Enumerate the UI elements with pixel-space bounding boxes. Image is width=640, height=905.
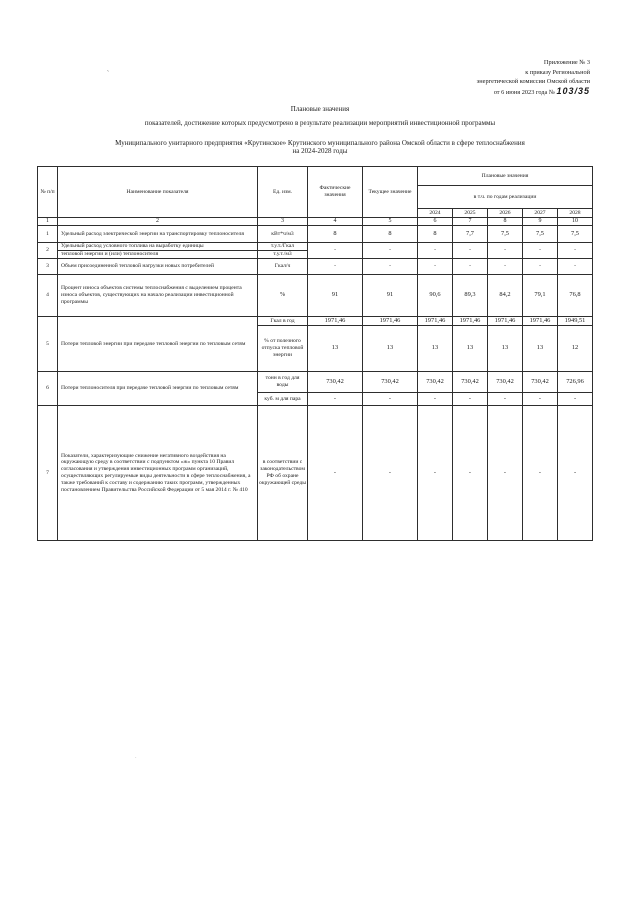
row-value: 13 — [523, 326, 558, 372]
header-year: 2028 — [558, 209, 593, 218]
row-value: 90,6 — [418, 275, 453, 317]
table-row — [38, 317, 593, 326]
row-value: - — [488, 406, 523, 541]
row-actual: - — [308, 393, 363, 406]
header-num: № п/п — [38, 167, 58, 218]
row-value: - — [523, 406, 558, 541]
row-value: - — [523, 393, 558, 406]
document-period: на 2024-2028 годы — [292, 147, 348, 155]
row-value: - — [453, 243, 488, 259]
row-value: - — [418, 393, 453, 406]
document-heading — [40, 104, 600, 155]
header-actual: Фактические значения — [308, 167, 363, 218]
row-name: Потери тепловой энергии при передаче тепловой энергии по тепловым сетям — [58, 317, 258, 372]
row-num: 3 — [38, 259, 58, 275]
row-value: 13 — [488, 326, 523, 372]
row-value: 1971,46 — [488, 317, 523, 326]
row-value: - — [418, 259, 453, 275]
row-unit: кВт*ч/м3 — [258, 226, 308, 243]
document-title: Плановые значения — [290, 105, 350, 113]
row-value: 730,42 — [418, 372, 453, 393]
appendix-block — [380, 58, 590, 97]
column-number: 5 — [363, 218, 418, 226]
row-actual: 13 — [308, 326, 363, 372]
table-row — [38, 275, 593, 317]
row-value: 76,8 — [558, 275, 593, 317]
appendix-line-3: энергетической комиссии Омской области — [476, 78, 590, 85]
column-number-row — [38, 218, 593, 226]
row-unit: % от полезного отпуска тепловой энергии — [258, 326, 308, 372]
row-actual: - — [308, 243, 363, 259]
column-number: 9 — [523, 218, 558, 226]
row-actual: - — [308, 406, 363, 541]
document-organization: Муниципального унитарного предприятия «Крутинское» Крутинского муниципального района Омской области в сфере теплоснабжения — [115, 139, 525, 147]
header-current: Текущее значение — [363, 167, 418, 218]
row-num: 6 — [38, 372, 58, 406]
row-value: 730,42 — [488, 372, 523, 393]
row-current: 1971,46 — [363, 317, 418, 326]
header-name: Наименование показателя — [58, 167, 258, 218]
row-current: - — [363, 393, 418, 406]
row-unit: в соответствии с законодательством РФ об охране окружающей среды — [258, 406, 308, 541]
row-value: - — [558, 406, 593, 541]
header-unit: Ед. изм. — [258, 167, 308, 218]
row-name: тепловой энергии и (или) теплоносителя — [58, 251, 258, 259]
row-unit: т.у.т./м3 — [258, 251, 308, 259]
row-actual: 91 — [308, 275, 363, 317]
row-value: 730,42 — [523, 372, 558, 393]
row-unit: т.у.т./Гкал — [258, 243, 308, 251]
row-value: 89,3 — [453, 275, 488, 317]
table-row — [38, 226, 593, 243]
row-num: 2 — [38, 243, 58, 259]
row-current: 91 — [363, 275, 418, 317]
column-number: 6 — [418, 218, 453, 226]
row-value: 1971,46 — [523, 317, 558, 326]
row-value: 13 — [453, 326, 488, 372]
row-value: - — [418, 243, 453, 259]
column-number: 2 — [58, 218, 258, 226]
row-current: 13 — [363, 326, 418, 372]
row-name: Процент износа объектов системы теплоснабжения с выделением процента износа объектов, существующих на начало реализации инвестиционной программы — [58, 275, 258, 317]
row-value: - — [453, 406, 488, 541]
row-unit: куб. м для пара — [258, 393, 308, 406]
table-row — [38, 259, 593, 275]
row-actual: - — [308, 259, 363, 275]
row-value: - — [558, 393, 593, 406]
row-value: - — [558, 259, 593, 275]
row-num: 4 — [38, 275, 58, 317]
row-value: 7,5 — [488, 226, 523, 243]
row-value: 1971,46 — [418, 317, 453, 326]
row-actual: 730,42 — [308, 372, 363, 393]
row-name: Показатели, характеризующие снижение негативного воздействия на окружающую среду в соответствии с подпунктом «ж» пункта 10 Правил согласования и утверждения инвестиционных программ организаций, осуществляющих регулируемые виды деятельности в сфере теплоснабжения, а также требований к составу и содержанию таких программ, утвержденных постановлением Правительства Российской Федерации от 5 мая 2014 г. № 410 — [58, 406, 258, 541]
header-year: 2027 — [523, 209, 558, 218]
row-value: - — [523, 243, 558, 259]
header-year: 2026 — [488, 209, 523, 218]
appendix-line-1: Приложение № 3 — [543, 59, 590, 66]
order-date: от 6 июня 2023 года № — [493, 88, 555, 96]
row-value: 7,5 — [558, 226, 593, 243]
row-actual: 1971,46 — [308, 317, 363, 326]
row-unit: % — [258, 275, 308, 317]
row-name: Потери теплоносителя при передаче тепловой энергии по тепловым сетям — [58, 372, 258, 406]
scan-mark: · — [135, 756, 137, 761]
row-current: 8 — [363, 226, 418, 243]
row-value: - — [488, 259, 523, 275]
row-value: 79,1 — [523, 275, 558, 317]
row-value: 1971,46 — [453, 317, 488, 326]
scan-mark: ` — [107, 71, 109, 77]
table-row — [38, 406, 593, 541]
row-value: 8 — [418, 226, 453, 243]
row-value: 7,5 — [523, 226, 558, 243]
row-value: - — [488, 393, 523, 406]
row-value: 12 — [558, 326, 593, 372]
appendix-line-2: к приказу Региональной — [525, 68, 590, 76]
row-num: 5 — [38, 317, 58, 372]
table-row — [38, 372, 593, 393]
row-value: - — [453, 393, 488, 406]
column-number: 4 — [308, 218, 363, 226]
row-current: - — [363, 406, 418, 541]
row-value: 726,96 — [558, 372, 593, 393]
order-number: 103/35 — [556, 85, 590, 96]
column-number: 7 — [453, 218, 488, 226]
row-value: - — [418, 406, 453, 541]
header-by-years: в т.ч. по годам реализации — [418, 186, 593, 209]
row-name: Удельный расход условного топлива на выработку единицы — [58, 243, 258, 251]
header-planned: Плановые значения — [418, 167, 593, 186]
header-year: 2024 — [418, 209, 453, 218]
row-value: - — [558, 243, 593, 259]
document-subtitle: показателей, достижение которых предусмотрено в результате реализации мероприятий инвестиционной программы — [144, 119, 496, 127]
header-year: 2025 — [453, 209, 488, 218]
row-name: Удельный расход электрической энергии на транспортировку теплоносителя — [58, 226, 258, 243]
column-number: 10 — [558, 218, 593, 226]
row-actual: 8 — [308, 226, 363, 243]
row-unit: Гкал/ч — [258, 259, 308, 275]
column-number: 8 — [488, 218, 523, 226]
column-number: 3 — [258, 218, 308, 226]
row-value: 84,2 — [488, 275, 523, 317]
row-unit: Гкал в год — [258, 317, 308, 326]
row-value: - — [523, 259, 558, 275]
column-number: 1 — [38, 218, 58, 226]
row-value: 7,7 — [453, 226, 488, 243]
row-current: - — [363, 243, 418, 259]
table-row — [38, 243, 593, 251]
row-num: 7 — [38, 406, 58, 541]
row-value: 13 — [418, 326, 453, 372]
row-current: 730,42 — [363, 372, 418, 393]
row-value: 730,42 — [453, 372, 488, 393]
row-current: - — [363, 259, 418, 275]
appendix-line-4 — [380, 87, 590, 98]
row-num: 1 — [38, 226, 58, 243]
row-value: 1949,51 — [558, 317, 593, 326]
indicators-table — [37, 166, 593, 541]
row-value: - — [453, 259, 488, 275]
row-unit: тонн в год для воды — [258, 372, 308, 393]
row-value: - — [488, 243, 523, 259]
row-name: Объем присоединенной тепловой нагрузки новых потребителей — [58, 259, 258, 275]
